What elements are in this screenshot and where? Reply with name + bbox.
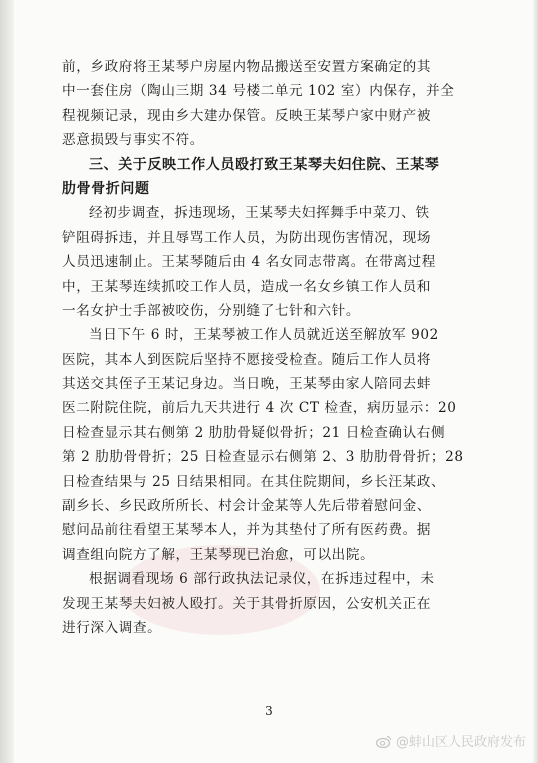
document-body [62, 55, 490, 640]
body-text-line: 医二附院住院，前后九天共进行 4 次 CT 检查，病历显示：20 [62, 400, 457, 417]
weibo-icon [376, 734, 392, 748]
body-text-line: 恶意损毁与事实不符。 [62, 132, 204, 149]
body-text-line: 副乡长、乡民政所所长、村会计金某等人先后带着慰问金、 [62, 498, 432, 515]
body-text-line: 铲阻碍拆违，并且辱骂工作人员，为防出现伤害情况，现场 [62, 229, 432, 246]
body-text-line: 当日下午 6 时，王某琴被工作人员就近送至解放军 902 [89, 327, 439, 344]
page-spine-shadow [0, 0, 14, 763]
body-text-line: 根据调看现场 6 部行政执法记录仪，在拆违过程中，未 [89, 571, 435, 588]
body-text-line: 调查组向院方了解，王某琴现已治愈，可以出院。 [62, 546, 375, 563]
body-text-line: 日检查结果与 25 日结果相同。在其住院期间，乡长汪某政、 [62, 473, 446, 490]
body-text-line: 前，乡政府将王某琴户房屋内物品搬送至安置方案确定的其 [62, 59, 432, 75]
body-text-line: 第 2 肋肋骨骨折；25 日检查显示右侧第 2、3 肋肋骨骨折；28 [62, 449, 464, 466]
body-text-line: 程视频记录，现由乡大建办保管。反映王某琴户家中财产被 [62, 107, 432, 124]
body-text-line: 其送交其侄子王某记身边。当日晚，王某琴由家人陪同去蚌 [62, 376, 432, 393]
page-edge-shadow [532, 0, 538, 763]
section-heading-line: 三、关于反映工作人员殴打致王某琴夫妇住院、王某琴 [89, 156, 440, 173]
watermark-text: @蚌山区人民政府发布 [395, 735, 526, 750]
body-text-line: 中，王某琴连续抓咬工作人员，造成一名女乡镇工作人员和 [62, 278, 432, 295]
body-text-line: 一名女护士手部被咬伤，分别缝了七针和六针。 [62, 302, 361, 319]
body-text-line: 日检查显示其右侧第 2 肋肋骨疑似骨折；21 日检查确认右侧 [62, 424, 446, 441]
body-text-line: 发现王某琴夫妇被人殴打。关于其骨折原因，公安机关正在 [62, 595, 432, 612]
page-number: 3 [265, 704, 273, 718]
body-text-line: 医院，其本人到医院后坚持不愿接受检查。随后工作人员将 [62, 351, 432, 368]
body-text-line: 中一套住房（陶山三期 34 号楼二单元 102 室）内保存，并全 [62, 83, 455, 100]
body-text-line: 人员迅速制止。王某琴随后由 4 名女同志带离。在带离过程 [62, 254, 436, 271]
weibo-watermark [376, 731, 526, 750]
section-heading-line: 肋骨骨折问题 [62, 180, 150, 197]
body-text-line: 进行深入调查。 [62, 619, 162, 636]
body-text-line: 慰问品前往看望王某琴本人，并为其垫付了所有医药费。据 [62, 522, 432, 539]
body-text-line: 经初步调查，拆违现场，王某琴夫妇挥舞手中菜刀、铁 [89, 205, 430, 222]
